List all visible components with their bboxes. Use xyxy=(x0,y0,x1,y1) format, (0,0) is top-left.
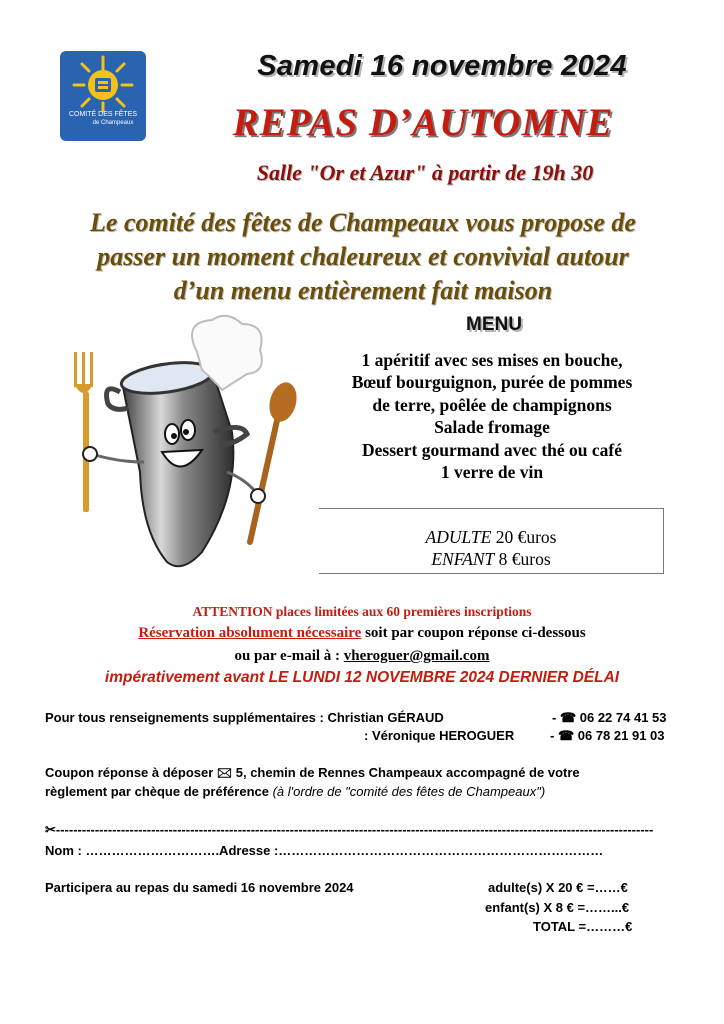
intro-line: d’un menu entièrement fait maison xyxy=(173,276,553,305)
logo-caption xyxy=(60,110,146,128)
coupon-payment-order: (à l'ordre de "comité des fêtes de Champeaux") xyxy=(272,784,546,799)
total-field[interactable]: TOTAL =………€ xyxy=(533,919,633,934)
adult-value: 20 €uros xyxy=(491,527,557,547)
child-count-field[interactable]: enfant(s) X 8 € =……...€ xyxy=(485,900,630,915)
menu-item: Salade fromage xyxy=(434,417,550,438)
phone-number-2: - ☎ 06 78 21 91 03 xyxy=(550,728,665,743)
reservation-required-label: Réservation absolument nécessaire xyxy=(138,625,362,641)
event-title: REPAS D’AUTOMNE xyxy=(232,101,614,144)
contact-line-2: : Véronique HEROGUER xyxy=(364,728,515,743)
phone-number-1: - ☎ 06 22 74 41 53 xyxy=(552,710,667,725)
child-label: ENFANT xyxy=(431,549,495,569)
intro-line: Le comité des fêtes de Champeaux vous propose de xyxy=(90,208,636,237)
price-box xyxy=(319,508,664,574)
coupon-payment-text: règlement par chèque de préférence xyxy=(45,784,273,799)
name-address-field[interactable]: Nom : ………………………….Adresse :………………………………………………………………… xyxy=(45,843,604,858)
adult-count-field[interactable]: adulte(s) X 20 € =……€ xyxy=(488,880,628,895)
logo-line2: de Champeaux xyxy=(92,120,134,126)
reservation-required-suffix: soit par coupon réponse ci-dessous xyxy=(361,625,586,641)
spoon-icon xyxy=(250,379,301,542)
intro-line: passer un moment chaleureux et convivial autour xyxy=(97,242,629,271)
logo-line1: COMITÉ DES FÊTES xyxy=(68,111,138,118)
scissors-cut-line: ✂------------------------------------------------------------------------------------------------------------------------------------------ xyxy=(45,822,654,837)
participation-line: Participera au repas du samedi 16 novembre 2024 xyxy=(45,880,354,895)
menu-item: 1 apéritif avec ses mises en bouche, xyxy=(361,350,623,370)
menu-item: Bœuf bourguignon, purée de pommes xyxy=(351,372,633,393)
coupon-instructions: Coupon réponse à déposer 🖂 5, chemin de Rennes Champeaux accompagné de votre xyxy=(45,765,580,780)
menu-list xyxy=(300,349,684,483)
menu-heading: MENU xyxy=(466,314,522,335)
email-link[interactable]: vheroguer@gmail.com xyxy=(343,648,490,664)
menu-item: Dessert gourmand avec thé ou café xyxy=(361,439,622,460)
event-date: Samedi 16 novembre 2024 xyxy=(257,50,627,82)
fork-icon xyxy=(74,352,93,512)
attention-notice: ATTENTION places limitées aux 60 premières inscriptions xyxy=(192,604,532,619)
deadline-notice: impérativement avant LE LUNDI 12 NOVEMBRE 2024 DERNIER DÉLAI xyxy=(104,669,620,686)
contact-line-1: Pour tous renseignements supplémentaires : Christian GÉRAUD xyxy=(45,710,444,725)
event-venue: Salle "Or et Azur" à partir de 19h 30 xyxy=(256,160,594,185)
adult-label: ADULTE xyxy=(425,527,492,547)
reservation-required xyxy=(0,625,724,642)
menu-item: 1 verre de vin xyxy=(440,462,544,483)
committee-logo xyxy=(60,51,146,141)
child-value: 8 €uros xyxy=(494,549,551,569)
adult-price xyxy=(319,526,663,548)
coupon-payment xyxy=(45,784,545,799)
child-price xyxy=(319,548,663,570)
menu-item: de terre, poêlée de champignons xyxy=(372,394,612,415)
intro-text xyxy=(30,206,696,308)
email-prefix: ou par e-mail à : xyxy=(234,648,344,664)
cooking-pot-mascot-icon xyxy=(62,312,302,582)
email-line xyxy=(0,648,724,665)
